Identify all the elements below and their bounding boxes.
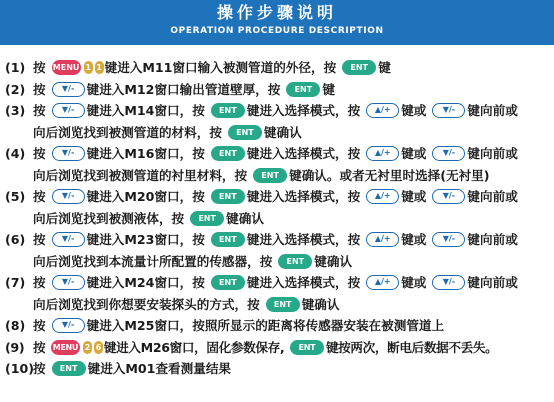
step-7-continued <box>33 294 554 316</box>
step-text: 键向前或 <box>467 103 518 118</box>
step-number: (8) <box>5 318 26 333</box>
step-text: 键进入M23窗口，按 <box>86 232 205 247</box>
step-text: 键进入M11窗口输入被测管道的外径，按 <box>104 60 337 75</box>
step-text: 按 <box>33 81 46 97</box>
step-text: 键向前或 <box>467 275 518 290</box>
menu-key-icon: MENU <box>52 60 81 75</box>
step-text: 键向前或 <box>467 146 518 161</box>
step-text: 键进入选择模式，按 <box>246 103 361 118</box>
step-text: 键按两次，断电后数据不丢失。 <box>325 339 498 355</box>
ent-key-icon: ENT <box>228 125 262 140</box>
ent-key-icon: ENT <box>290 340 324 355</box>
digit-key-icon: 1 <box>85 63 91 72</box>
step-text: 键向前或 <box>467 232 518 247</box>
step-3-continued <box>33 122 554 144</box>
step-text: 键进入选择模式，按 <box>246 275 361 290</box>
step-text: 键或 <box>401 189 427 204</box>
step-text: 键 <box>322 81 335 97</box>
step-text: 键进入M16窗口，按 <box>86 146 205 161</box>
step-2 <box>5 79 549 101</box>
step-text: 键确认。或者无衬里时选择(无衬里) <box>289 167 490 183</box>
step-text: 按 <box>33 318 46 333</box>
ent-key-icon: ENT <box>342 60 376 75</box>
step-8 <box>5 315 549 337</box>
up-key-icon: ▲/+ <box>366 275 399 290</box>
ent-key-icon: ENT <box>211 146 245 161</box>
ent-key-icon: ENT <box>286 82 320 97</box>
step-4-continued <box>33 165 554 187</box>
step-text: 键进入M01查看测量结果 <box>87 361 232 376</box>
ent-key-icon: ENT <box>266 297 300 312</box>
step-6-continued <box>33 251 554 273</box>
step-number: (9) <box>5 339 25 355</box>
step-6 <box>5 229 549 251</box>
step-number: (3) <box>5 103 26 118</box>
step-5-continued <box>33 208 554 230</box>
step-text: 按 <box>33 232 46 247</box>
step-text: 向后浏览找到被测管道的材料，按 <box>33 124 222 140</box>
step-text: 键确认 <box>314 253 353 269</box>
step-text: 键或 <box>401 232 427 247</box>
down-key-icon: ▼/- <box>432 189 465 204</box>
ent-key-icon: ENT <box>211 275 245 290</box>
step-3 <box>5 100 549 122</box>
step-number: (4) <box>5 146 26 161</box>
down-key-icon: ▼/- <box>432 146 465 161</box>
step-text: 按 <box>33 146 46 161</box>
step-5 <box>5 186 549 208</box>
procedure-steps <box>0 57 554 380</box>
step-text: 键确认 <box>226 210 264 226</box>
step-4 <box>5 143 549 165</box>
down-key-icon: ▼/- <box>52 82 85 97</box>
down-key-icon: ▼/- <box>432 103 465 118</box>
step-text: 按 <box>33 339 46 355</box>
step-text: 键进入M20窗口，按 <box>86 189 205 204</box>
step-text: 键进入选择模式，按 <box>246 232 361 247</box>
digit-key-icon: 2 <box>84 342 91 352</box>
up-key-icon: ▲/+ <box>366 232 399 247</box>
step-text: 向后浏览找到你想要安装探头的方式，按 <box>33 296 260 312</box>
step-number: (1) <box>5 60 26 75</box>
ent-key-icon: ENT <box>253 168 287 183</box>
step-text: 键进入选择模式，按 <box>246 189 361 204</box>
step-text: 按 <box>33 60 46 75</box>
step-10 <box>5 358 549 380</box>
digit-key-icon: 6 <box>95 342 102 352</box>
step-text: 键确认 <box>263 124 302 140</box>
step-number: (10) <box>5 361 35 376</box>
step-text: 键 <box>378 60 391 75</box>
step-text: 按 <box>33 103 46 118</box>
up-key-icon: ▲/+ <box>366 103 399 118</box>
down-key-icon: ▼/- <box>52 103 85 118</box>
step-text: 向后浏览找到被测液体，按 <box>33 210 185 226</box>
step-text: 键向前或 <box>467 189 518 204</box>
step-number: (7) <box>5 275 26 290</box>
digit-key-icon: 1 <box>96 63 102 72</box>
step-text: 键进入M26窗口，固化参数保存, <box>103 339 285 355</box>
down-key-icon: ▼/- <box>52 232 85 247</box>
step-1 <box>5 57 549 79</box>
step-text: 按 <box>33 275 46 290</box>
header-banner <box>0 0 554 45</box>
ent-key-icon: ENT <box>211 232 245 247</box>
down-key-icon: ▼/- <box>432 232 465 247</box>
step-text: 键进入M25窗口，按照所显示的距离将传感器安装在被测管道上 <box>86 318 445 333</box>
down-key-icon: ▼/- <box>52 275 85 290</box>
ent-key-icon: ENT <box>190 211 224 226</box>
step-text: 向后浏览找到本流量计所配置的传感器，按 <box>33 253 273 269</box>
page-subtitle: OPERATION PROCEDURE DESCRIPTION <box>170 26 384 36</box>
up-key-icon: ▲/+ <box>366 146 399 161</box>
page-title: 操作步骤说明 <box>216 3 337 22</box>
step-text: 键或 <box>401 146 427 161</box>
step-text: 按 <box>33 361 46 376</box>
ent-key-icon: ENT <box>278 254 312 269</box>
ent-key-icon: ENT <box>52 361 86 376</box>
step-number: (2) <box>5 81 26 97</box>
step-text: 键进入M12窗口输出管道壁厚，按 <box>86 81 281 97</box>
down-key-icon: ▼/- <box>52 146 85 161</box>
step-7 <box>5 272 549 294</box>
step-text: 键或 <box>401 103 427 118</box>
step-text: 键进入M24窗口，按 <box>86 275 205 290</box>
step-text: 键或 <box>401 275 427 290</box>
step-text: 键进入M14窗口，按 <box>86 103 205 118</box>
step-9 <box>5 337 549 359</box>
down-key-icon: ▼/- <box>432 275 465 290</box>
ent-key-icon: ENT <box>211 103 245 118</box>
step-text: 键确认 <box>301 296 340 312</box>
menu-key-icon: MENU <box>51 340 80 355</box>
ent-key-icon: ENT <box>211 189 245 204</box>
step-number: (5) <box>5 189 26 204</box>
down-key-icon: ▼/- <box>52 318 85 333</box>
up-key-icon: ▲/+ <box>366 189 399 204</box>
step-text: 按 <box>33 189 46 204</box>
step-text: 向后浏览找到被测管道的衬里材料，按 <box>33 167 248 183</box>
step-number: (6) <box>5 232 26 247</box>
down-key-icon: ▼/- <box>52 189 85 204</box>
step-text: 键进入选择模式，按 <box>246 146 361 161</box>
